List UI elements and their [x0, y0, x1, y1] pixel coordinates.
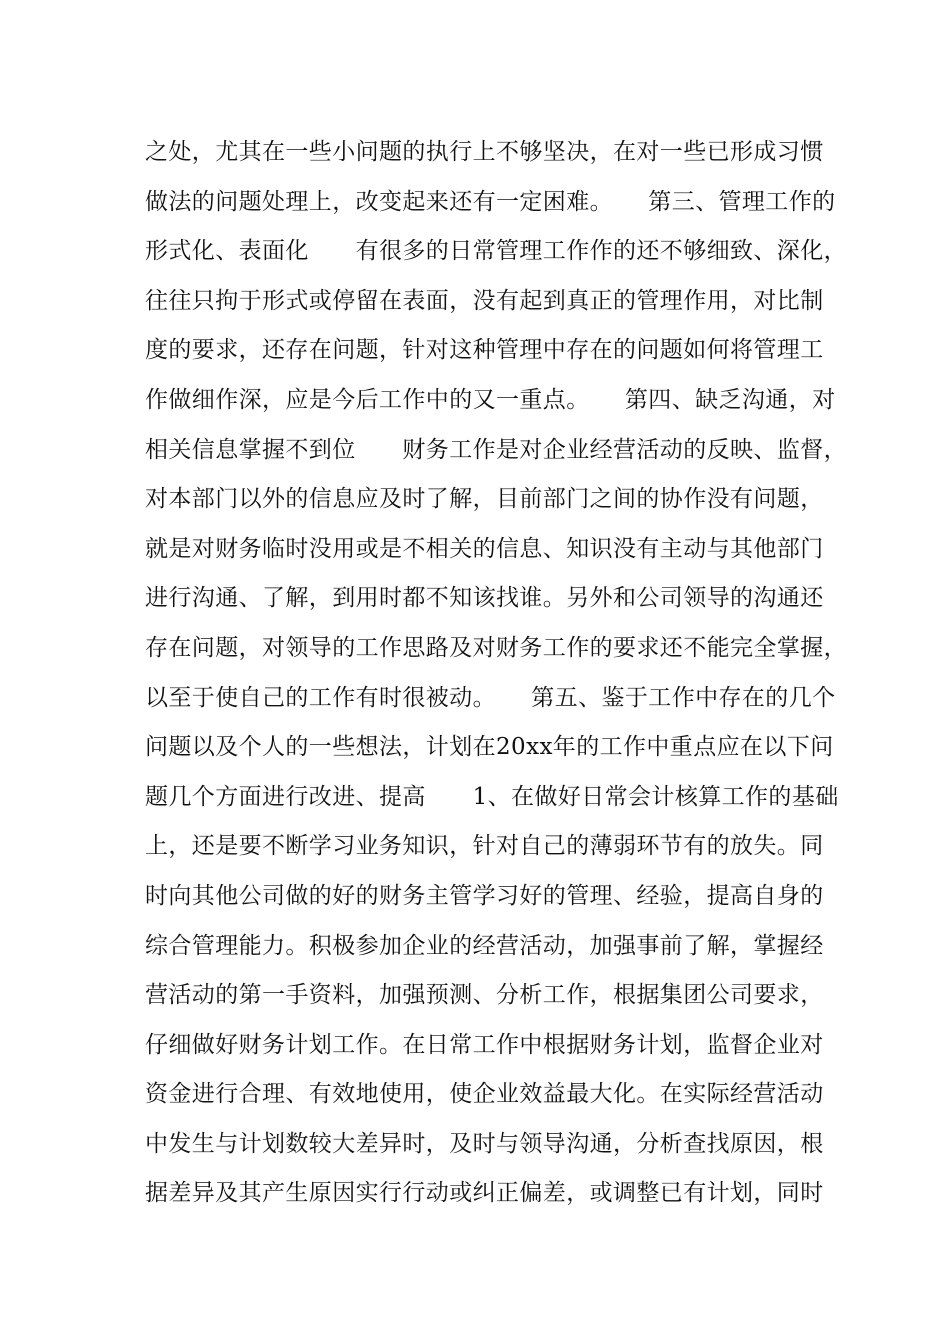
- body-text: [145, 128, 845, 1219]
- text-line: 上，还是要不断学习业务知识，针对自己的薄弱环节有的放失。同: [145, 833, 824, 860]
- text-line: 存在问题，对领导的工作思路及对财务工作的要求还不能完全掌握，: [145, 634, 847, 661]
- text-line: 据差异及其产生原因实行行动或纠正偏差，或调整已有计划，同时: [145, 1180, 824, 1207]
- text-line: 中发生与计划数较大差异时，及时与领导沟通，分析查找原因，根: [145, 1130, 824, 1157]
- text-line: 做法的问题处理上，改变起来还有一定困难。 第三、管理工作的: [145, 188, 836, 215]
- text-line: 就是对财务临时没用或是不相关的信息、知识没有主动与其他部门: [145, 535, 824, 562]
- text-line: 之处，尤其在一些小问题的执行上不够坚决，在对一些已形成习惯: [145, 139, 824, 165]
- text-line: 时向其他公司做的好的财务主管学习好的管理、经验，提高自身的: [145, 882, 824, 909]
- text-line: 仔细做好财务计划工作。在日常工作中根据财务计划，监督企业对: [145, 1031, 824, 1058]
- text-line: 综合管理能力。积极参加企业的经营活动，加强事前了解，掌握经: [145, 932, 824, 959]
- text-line: 问题以及个人的一些想法，计划在20xx年的工作中重点应在以下问: [145, 734, 834, 761]
- text-line: 营活动的第一手资料，加强预测、分析工作，根据集团公司要求，: [145, 982, 824, 1009]
- text-line: 对本部门以外的信息应及时了解，目前部门之间的协作没有问题，: [145, 486, 824, 513]
- text-line: 作做细作深，应是今后工作中的又一重点。 第四、缺乏沟通，对: [145, 386, 836, 413]
- text-line: 形式化、表面化 有很多的日常管理工作作的还不够细致、深化，: [145, 238, 847, 265]
- text-line: 度的要求，还存在问题，针对这种管理中存在的问题如何将管理工: [145, 337, 824, 364]
- text-line: 以至于使自己的工作有时很被动。 第五、鉴于工作中存在的几个: [145, 684, 836, 711]
- text-line: 进行沟通、了解，到用时都不知该找谁。另外和公司领导的沟通还: [145, 585, 824, 612]
- text-line: 题几个方面进行改进、提高 1、在做好日常会计核算工作的基础: [145, 783, 839, 810]
- text-line: 往往只拘于形式或停留在表面，没有起到真正的管理作用，对比制: [145, 287, 824, 314]
- text-line: 资金进行合理、有效地使用，使企业效益最大化。在实际经营活动: [145, 1081, 824, 1108]
- text-line: 相关信息掌握不到位 财务工作是对企业经营活动的反映、监督，: [145, 436, 847, 463]
